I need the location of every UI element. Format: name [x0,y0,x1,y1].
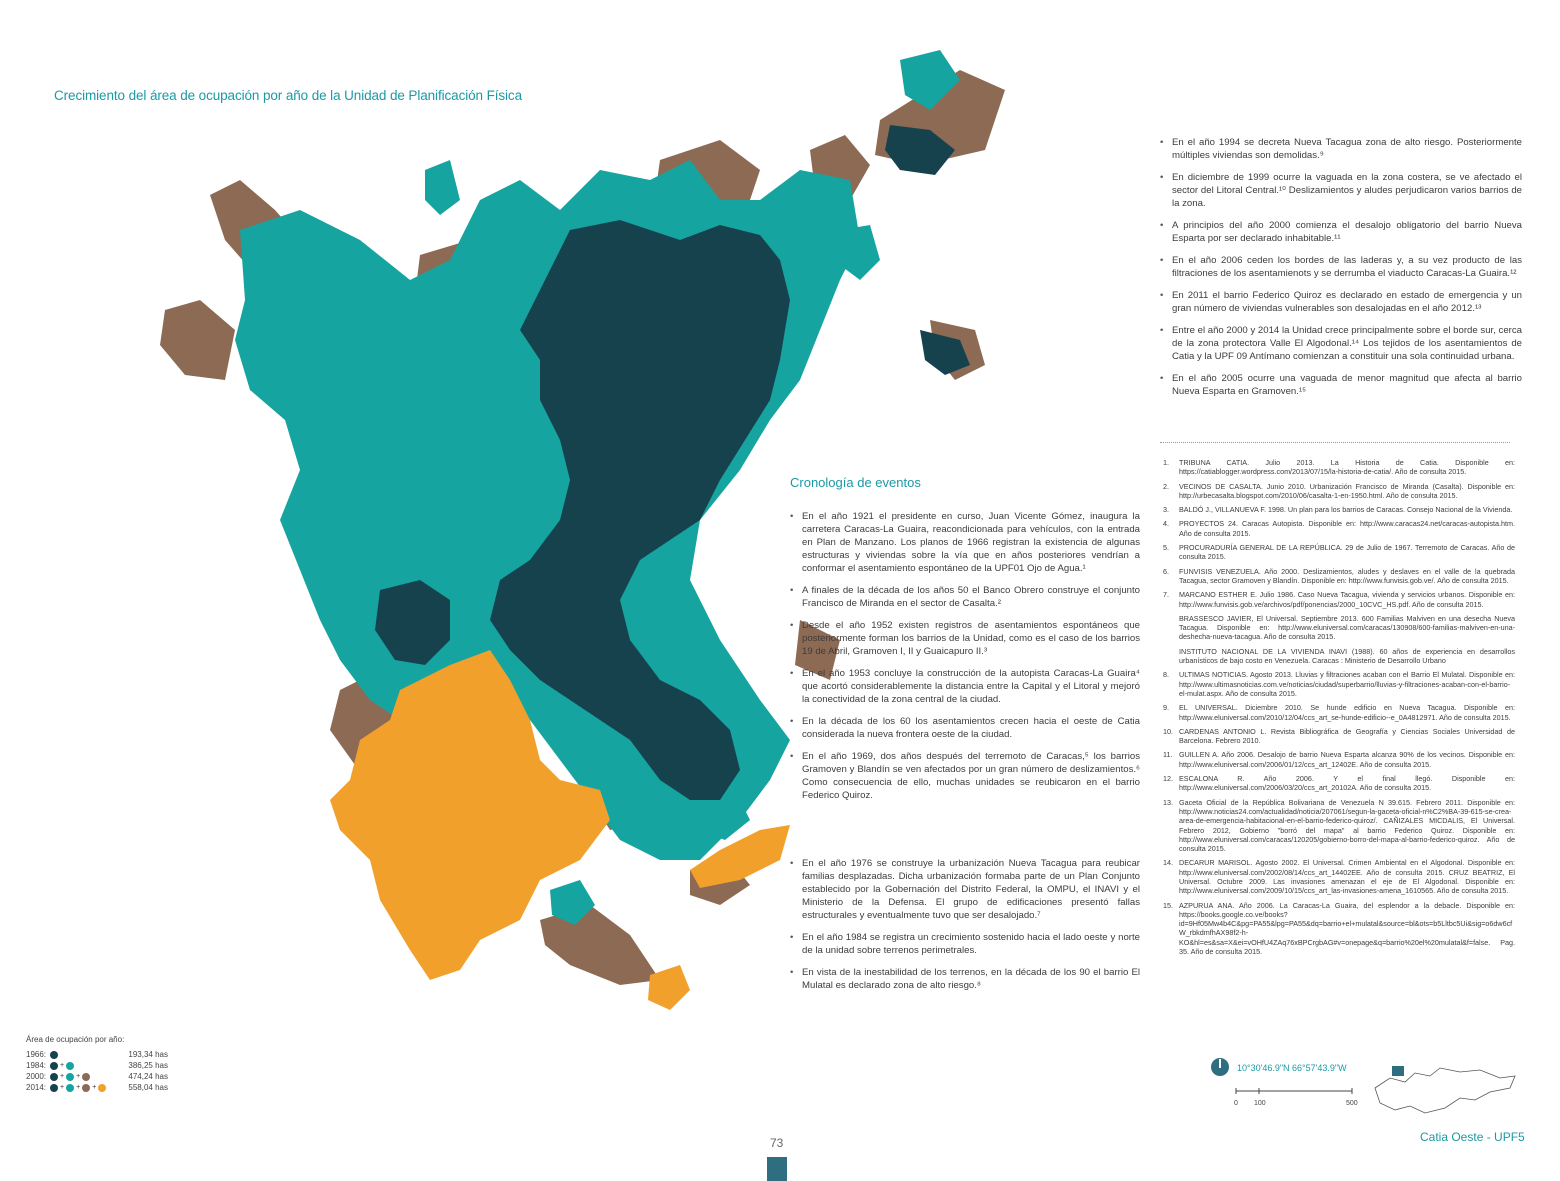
reference-text: TRIBUNA CATIA. Julio 2013. La Historia de Catia. Disponible en: https://catiablogger.wordpress.com/2013/07/15/la-historia-de-catia/. Año de consulta 2015. [1179,458,1515,477]
reference-item [1163,727,1515,746]
page-tab [767,1157,787,1181]
events-list [790,510,1140,811]
event-item: • En vista de la inestabilidad de los terrenos, en la década de los 90 el barrio El Mulatal es declarado zona de alto riesgo.⁸ [790,966,1140,992]
event-item: • En el año 1969, dos años después del terremoto de Caracas,⁵ los barrios Gramoven y Blandín se ven afectados por un gran número de deslizamientos.⁶ Como consecuencia de ello, muchas unidades se reubicaron en el barrio Federico Quiroz. [790,750,1140,802]
scale-tick: 100 [1254,1100,1266,1107]
reference-text: BRASSESCO JAVIER, El Universal. Septiembre 2013. 600 Familias Malviven en una desecha Nueva Tacagua. Disponible en: http://www.eluniversal.com/caracas/130908/600-familias-malviven-en-una-deshecha-nueva-tacagua. Año de consulta 2015. [1179,613,1515,642]
reference-number: 2. [1163,481,1169,491]
reference-number: 3. [1163,505,1169,515]
reference-number: 13. [1163,797,1173,807]
reference-number: 8. [1163,670,1169,680]
legend-swatches [50,1051,110,1059]
legend-year: 2014: [26,1083,47,1092]
legend-swatch [66,1084,74,1092]
events-list [1160,136,1522,407]
event-item: • En el año 1921 el presidente en curso, Juan Vicente Gómez, inaugura la carretera Caracas-La Guaira, reacondicionada para vehículos, con la entrada en Plan de Manzano. Los planos de 1966 registran la existencia de algunas estructuras y viviendas sobre la vía que en años posteriores vendrían a conformar el asentamiento espontáneo de la UPF01 Ojo de Agua.¹ [790,510,1140,575]
legend-swatch [98,1084,106,1092]
event-item: • En diciembre de 1999 ocurre la vaguada en la zona costera, se ve afectado el sector del Litoral Central.¹⁰ Deslizamientos y aludes perjudicaron varios barrios de la zona. [1160,171,1522,210]
legend-swatch [66,1062,74,1070]
reference-number: 15. [1163,900,1173,910]
reference-item [1163,458,1515,477]
reference-item [1163,670,1515,698]
reference-number: 14. [1163,858,1173,868]
reference-item [1163,519,1515,538]
reference-item [1163,482,1515,501]
reference-item [1163,543,1515,562]
legend-swatch [50,1084,58,1092]
reference-item [1163,858,1515,895]
event-item: • En el año 2006 ceden los bordes de las laderas y, a su vez producto de las filtraciones de los asentamienots y se derrumba el viaducto Caracas-La Guaira.¹² [1160,254,1522,280]
reference-item [1163,647,1515,666]
legend-year: 2000: [26,1072,47,1081]
event-item: • A finales de la década de los años 50 el Banco Obrero construye el conjunto Francisco de Miranda en el sector de Casalta.² [790,584,1140,610]
legend-year: 1966: [26,1050,47,1059]
upf-name: Catia Oeste - UPF5 [1420,1130,1525,1144]
page-number: 73 [770,1136,784,1150]
reference-item [1163,798,1515,854]
event-item: • En el año 1994 se decreta Nueva Tacagua zona de alto riesgo. Posteriormente múltiples viviendas son demolidas.⁹ [1160,136,1522,162]
reference-item [1163,750,1515,769]
reference-text: MARCANO ESTHER E. Julio 1986. Caso Nueva Tacagua, vivienda y servicios urbanos. Disponible en: http://www.funvisis.gob.ve/archivos/pdf/ponencias/2000_10CVC_HS.pdf. Año de consulta 2015. [1179,590,1515,609]
legend-swatch [66,1073,74,1081]
legend-swatch [82,1084,90,1092]
map-legend [26,1035,168,1093]
reference-item [1163,567,1515,586]
legend-row [26,1071,168,1082]
reference-item [1163,590,1515,609]
legend-swatch [50,1073,58,1081]
plus-icon: + [60,1084,65,1091]
legend-value: 193,34 has [128,1050,168,1059]
reference-number: 9. [1163,703,1169,713]
reference-text: VECINOS DE CASALTA. Junio 2010. Urbanización Francisco de Miranda (Casalta). Disponible en: http://urbecasalta.blogspot.com/2010/06/casalta-1-en-1950.html. Año de consulta 2015. [1179,481,1515,500]
locator-map [1370,1058,1520,1128]
legend-swatch [50,1062,58,1070]
reference-text: GUILLEN A. Año 2006. Desalojo de barrio Nueva Esparta alcanza 90% de los vecinos. Disponible en: http://www.eluniversal.com/2006/01/12/ccs_art_12402E. Año de consulta 2015. [1179,750,1515,769]
reference-text: FUNVISIS VENEZUELA. Año 2000. Deslizamientos, aludes y deslaves en el valle de la quebrada Tacagua, sector Gramoven y Blandín. Disponible en: http://www.funvisis.gob.ve/. Año de consulta 2015. [1179,566,1515,585]
reference-text: Gaceta Oficial de la República Bolivariana de Venezuela N 39.615. Febrero 2011. Disponible en: http://www.noticias24.com/actualidad/noticia/207061/segun-la-gaceta-oficial-n%C2%BA-39-615-se-crea-area-de-emergencia-habitacional-en-el-barrio-federico-quiroz/. CAÑIZALES MICDALIS, El Universal. Febrero 2012, Gobierno "borró del mapa" al barrio Federico Quiroz. Disponible en: http://www.eluniversal.com/caracas/120205/gobierno-borro-del-mapa-al-barrio-federico-quiroz. Año de consulta 2015. [1179,797,1515,854]
references-list [1163,458,1515,961]
plus-icon: + [92,1084,97,1091]
scale-tick: 500 [1346,1100,1358,1107]
north-arrow-icon [1209,1056,1231,1078]
reference-text: PROYECTOS 24. Caracas Autopista. Disponible en: http://www.caracas24.net/caracas-autopista.htm. Año de consulta 2015. [1179,519,1515,538]
legend-year: 1984: [26,1061,47,1070]
reference-text: ULTIMAS NOTICIAS. Agosto 2013. Lluvias y filtraciones acaban con el Barrio El Mulatal. Disponible en: http://www.ultimasnoticias.com.ve/noticias/ciudad/superbarrio/lluvias-y-filtraciones-acaban-con-el-barrio-el-mulat.aspx. Año de consulta 2015. [1179,670,1515,698]
reference-number: 6. [1163,566,1169,576]
plus-icon: + [60,1062,65,1069]
reference-item [1163,703,1515,722]
divider [1160,442,1510,443]
reference-item [1163,774,1515,793]
reference-text: DECARUR MARISOL. Agosto 2002. El Universal. Crimen Ambiental en el Algodonal. Disponible en: http://www.eluniversal.com/2002/08/14/ccs_art_14402EE. Año de consulta 2015. CRUZ BEATRIZ, El Universal. Octubre 2009. Las invasiones amenazan el eje de El Algodonal. Disponible en: http://www.eluniversal.com/2009/10/15/ccs_art_las-invasiones-amena_1610565. Año de consulta 2015. [1179,858,1515,896]
legend-swatches [50,1073,110,1081]
events-list [790,857,1140,1001]
event-item: • En el año 1984 se registra un crecimiento sostenido hacia el lado oeste y norte de la unidad sobre terrenos perimetrales. [790,931,1140,957]
event-item: • Entre el año 2000 y 2014 la Unidad crece principalmente sobre el borde sur, cerca de la zona protectora Valle El Algodonal.¹⁴ Los tejidos de los asentamientos de Catia y la UPF 09 Antímano comienzan a constituir una sola continuidad urbana. [1160,324,1522,363]
reference-text: BALDÓ J., VILLANUEVA F. 1998. Un plan para los barrios de Caracas. Consejo Nacional de la Vivienda. [1179,505,1513,515]
scale-bar [1232,1085,1362,1109]
event-item: • En la década de los 60 los asentamientos crecen hacia el oeste de Catia considerada la nueva frontera oeste de la ciudad. [790,715,1140,741]
plus-icon: + [76,1073,81,1080]
legend-title: Área de ocupación por año: [26,1035,125,1044]
event-item: • En el año 1953 concluye la construcción de la autopista Caracas-La Guaira⁴ que acortó considerablemente la distancia entre la Capital y el Litoral y mejoró la conectividad de la zona central de la ciudad. [790,667,1140,706]
plus-icon: + [60,1073,65,1080]
legend-swatch [82,1073,90,1081]
reference-item [1163,901,1515,957]
reference-text: AZPURUA ANA. Año 2006. La Caracas-La Guaira, del esplendor a la debacle. Disponible en: https://books.google.co.ve/books?id=9Hf05Mw4b4C&pg=PA55&lpg=PA55&dq=barrio+el+mulatal&source=bl&ots=b5Lltbc5Ui&sig=o6dw6cfW_rbkdmfhAX98f2-h-KO&hl=es&sa=X&ei=vOHfU4ZAq76xBPCrgbAG#v=onepage&q=barrio%20el%20mulatal&f=false. Pag. 35. Año de consulta 2015. [1179,900,1515,957]
reference-number: 10. [1163,726,1173,736]
reference-item [1163,614,1515,642]
reference-number: 5. [1163,543,1169,553]
reference-number: 4. [1163,519,1169,529]
coordinates: 10°30'46.9"N 66°57'43.9"W [1237,1063,1347,1073]
legend-swatch [50,1051,58,1059]
reference-text: INSTITUTO NACIONAL DE LA VIVIENDA INAVI (1988). 60 años de experiencia en desarrollos urbanísticos de bajo costo en Venezuela. Caracas : Ministerio de Desarrollo Urbano [1179,646,1515,666]
event-item: • En el año 2005 ocurre una vaguada de menor magnitud que afecta al barrio Nueva Esparta en Gramoven.¹⁵ [1160,372,1522,398]
legend-row [26,1060,168,1071]
scale-tick: 0 [1234,1100,1238,1107]
event-item: • Desde el año 1952 existen registros de asentamientos espontáneos que posteriormente forman los barrios de la Unidad, como es el caso de los barrios 19 de Abril, Gramoven I, II y Guaicapuro II.³ [790,619,1140,658]
plus-icon: + [76,1084,81,1091]
reference-text: ESCALONA R. Año 2006. Y el final llegó. Disponible en: http://www.eluniversal.com/2006/03/20/ccs_art_20102A. Año de consulta 2015. [1179,774,1515,793]
legend-row [26,1049,168,1060]
page-title: Crecimiento del área de ocupación por año de la Unidad de Planificación Física [54,88,522,103]
legend-swatches [50,1084,110,1092]
reference-item [1163,505,1515,514]
reference-number: 1. [1163,458,1169,467]
reference-number: 7. [1163,590,1169,600]
event-item: • A principios del año 2000 comienza el desalojo obligatorio del barrio Nueva Esparta por ser declarado inhabitable.¹¹ [1160,219,1522,245]
legend-value: 474,24 has [128,1072,168,1081]
event-item: • En 2011 el barrio Federico Quiroz es declarado en estado de emergencia y un gran número de viviendas vulnerables son desalojadas en el año 2012.¹³ [1160,289,1522,315]
legend-row [26,1082,168,1093]
event-item: • En el año 1976 se construye la urbanización Nueva Tacagua para reubicar familias desplazadas. Dicha urbanización formaba parte de un Plan Conjunto establecido por la Gobernación del Distrito Federal, la OMPU, el INAVI y el Ministerio de la Defensa. El grupo de edificaciones presentó fallas estructurales y eventualmente tuvo que ser desalojado.⁷ [790,857,1140,922]
legend-swatches [50,1062,110,1070]
cronologia-title: Cronología de eventos [790,475,921,490]
reference-text: EL UNIVERSAL. Diciembre 2010. Se hunde edificio en Nueva Tacagua. Disponible en: http://www.eluniversal.com/2010/12/04/ccs_art_se-hunde-edificio--e_0A4812971. Año de consulta 2015. [1179,703,1515,722]
reference-text: CARDENAS ANTONIO L. Revista Bibliográfica de Geografía y Ciencias Sociales Universidad de Barcelona. Febrero 2010. [1179,726,1515,746]
reference-text: PROCURADURÍA GENERAL DE LA REPÚBLICA. 29 de Julio de 1967. Terremoto de Caracas. Año de consulta 2015. [1179,543,1515,562]
reference-number: 11. [1163,750,1173,760]
reference-number: 12. [1163,774,1173,784]
legend-value: 558,04 has [128,1083,168,1092]
legend-value: 386,25 has [128,1061,168,1070]
